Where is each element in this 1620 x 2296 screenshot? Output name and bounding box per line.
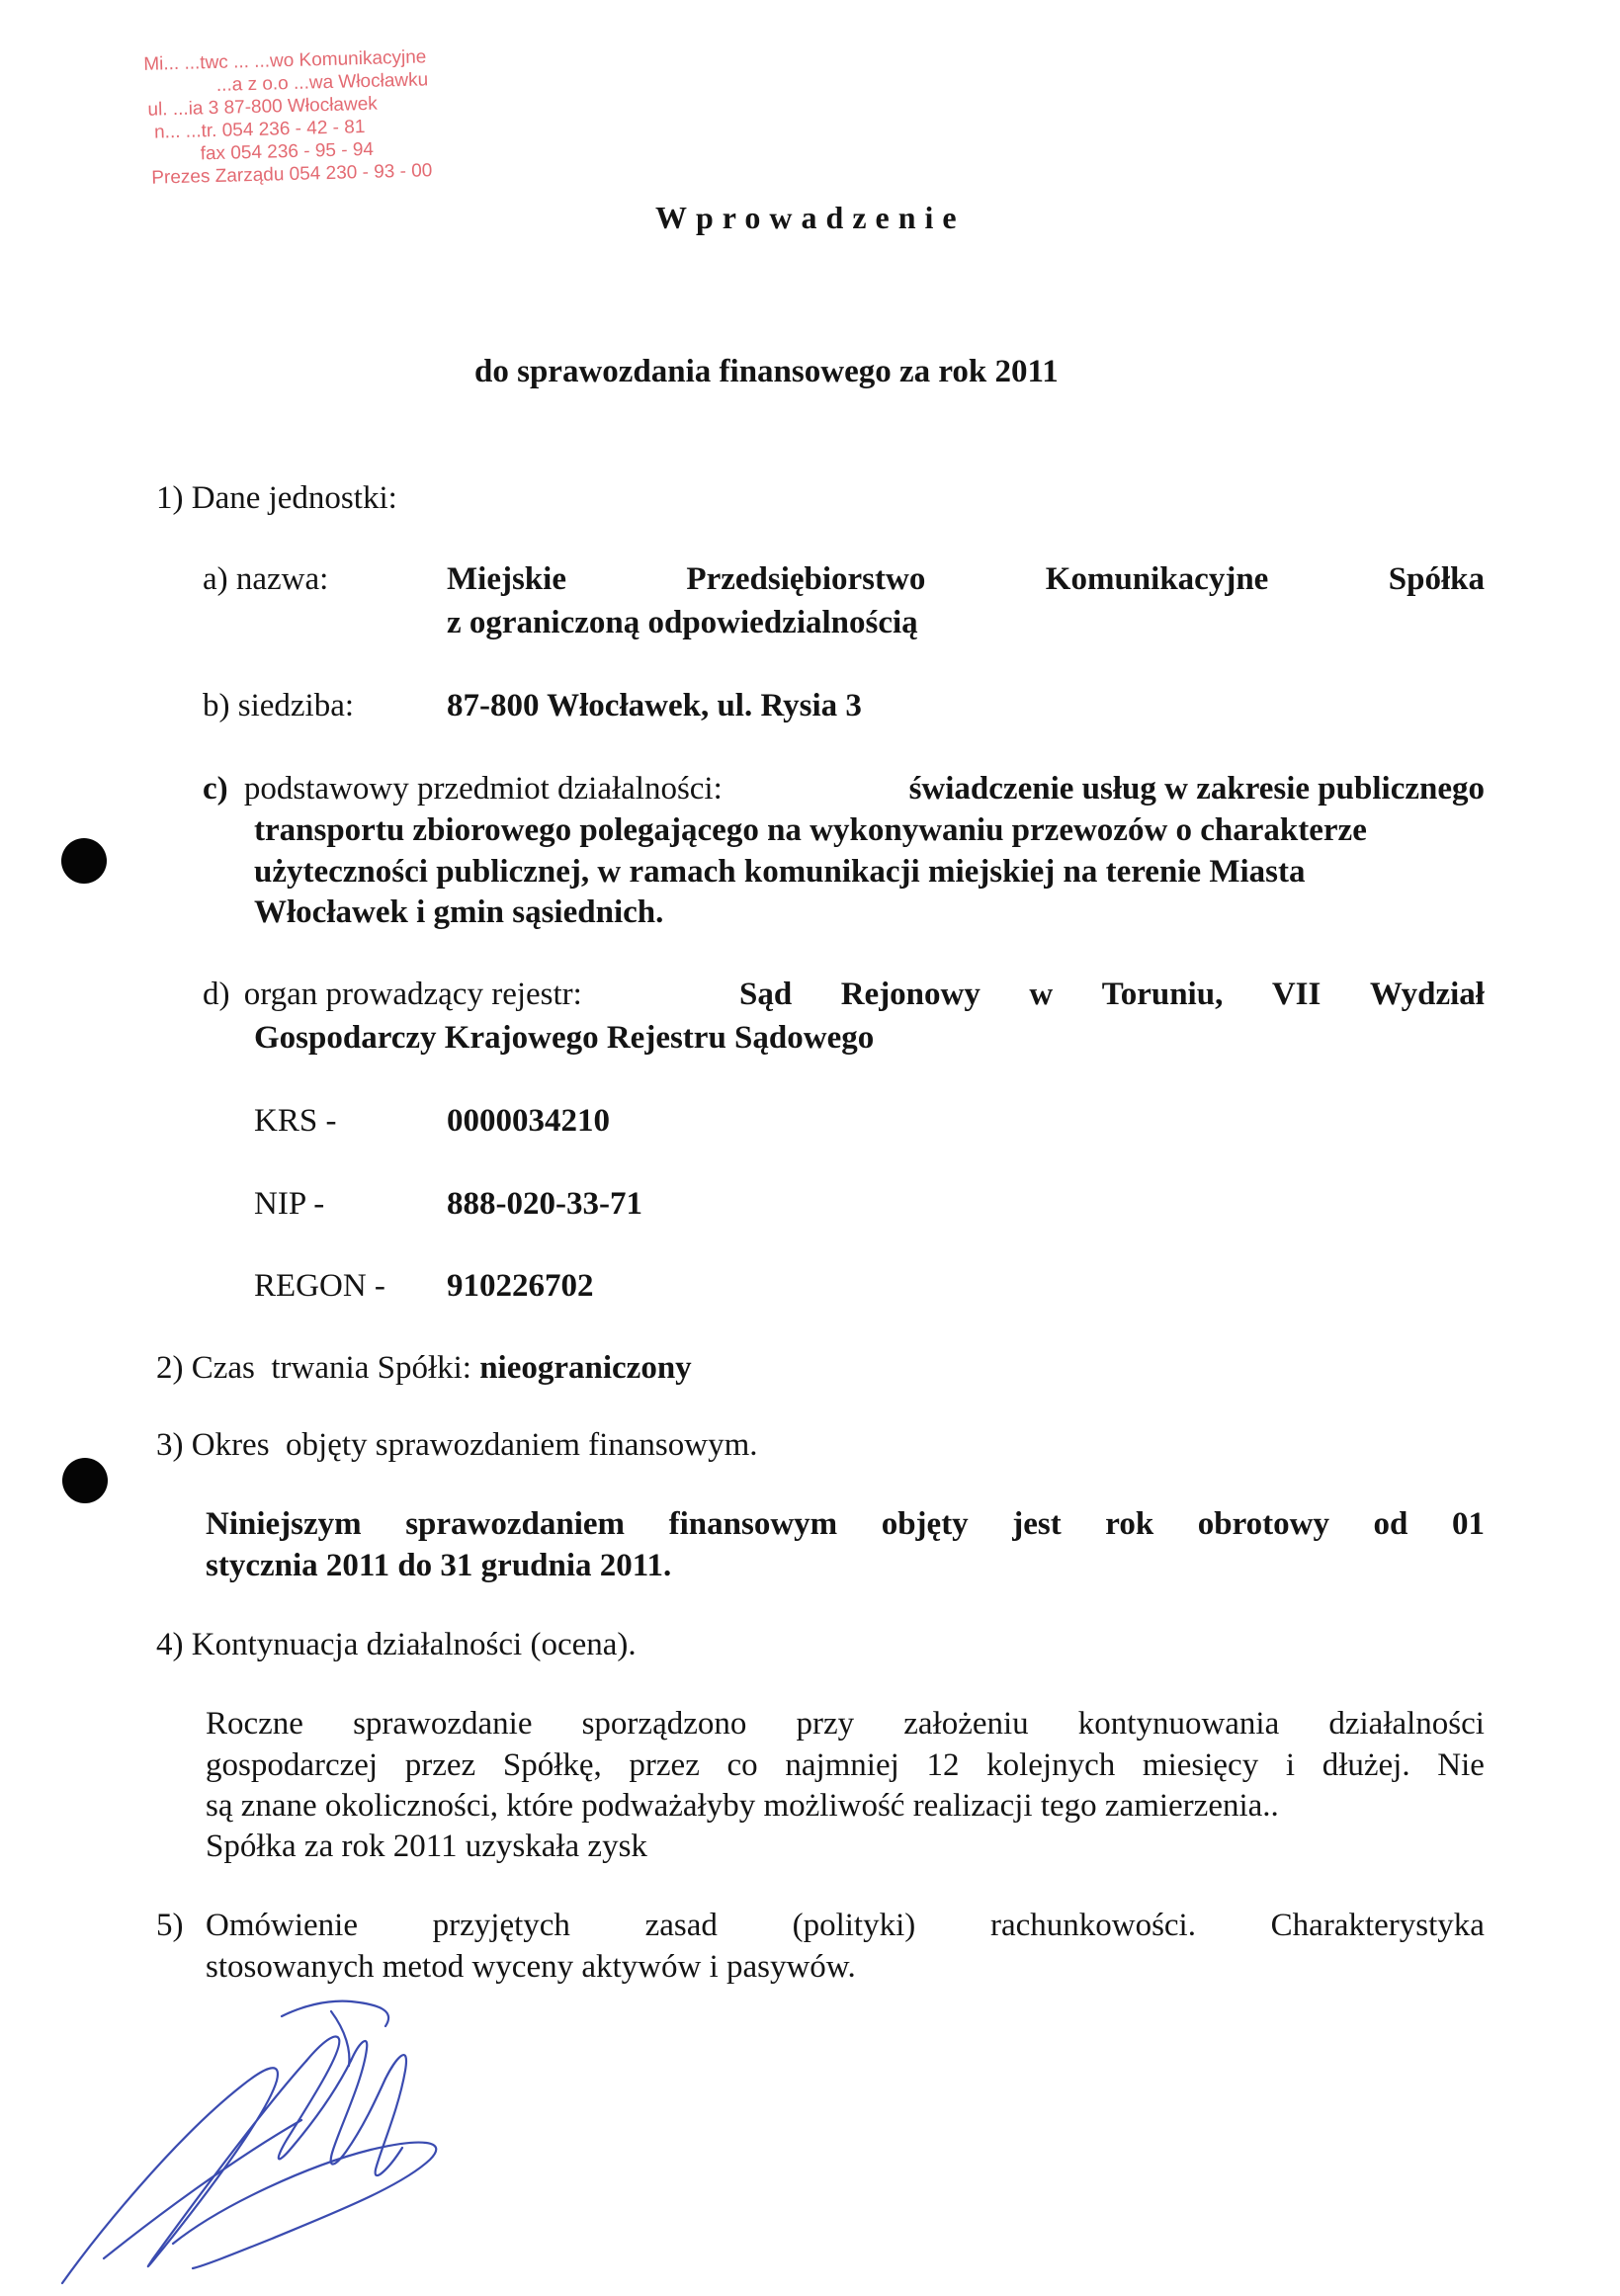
word: objęty: [881, 1506, 969, 1542]
item-c-text: Włocławek i gmin sąsiednich.: [254, 894, 664, 930]
stamp-line: n... ...tr. 054 236 - 42 - 81: [153, 117, 366, 143]
item-c-intro: podstawowy przedmiot działalności:: [243, 771, 723, 807]
word: rok: [1105, 1506, 1154, 1542]
word: najmniej: [785, 1747, 899, 1783]
item-d-label: [203, 977, 582, 1013]
item-c-text: świadczenie usług w zakresie publicznego: [908, 771, 1485, 807]
item-c-lead: [203, 769, 723, 810]
nip-value: 888-020-33-71: [447, 1186, 642, 1222]
stamp-line: Mi... ...twc ... ...wo Komunikacyjne: [143, 46, 427, 75]
item-d-letter: d): [203, 977, 230, 1012]
item-b-label: b) siedziba:: [203, 688, 355, 723]
section-3-line-2: stycznia 2011 do 31 grudnia 2011.: [206, 1548, 672, 1583]
word: Wydział: [1369, 977, 1485, 1012]
word: działalności: [1328, 1706, 1485, 1742]
item-d-line-2: Gospodarczy Krajowego Rejestru Sądowego: [254, 1020, 875, 1056]
word: 12: [926, 1747, 960, 1783]
word: sporządzono: [581, 1706, 747, 1742]
item-c-line-4: [254, 893, 1485, 934]
word: miesięcy: [1142, 1747, 1259, 1783]
word: zasad: [644, 1908, 718, 1943]
section-2-label: 2) Czas trwania Spółki:: [156, 1350, 471, 1386]
word: przez: [404, 1747, 476, 1783]
company-stamp: [138, 43, 527, 190]
item-c-text: użyteczności publicznej, w ramach komunikacji miejskiej na terenie Miasta: [254, 853, 1306, 890]
section-2-value: nieograniczony: [479, 1350, 692, 1386]
word: Spółkę,: [502, 1747, 602, 1783]
word: kolejnych: [986, 1747, 1116, 1783]
word: przyjętych: [432, 1908, 570, 1943]
item-c-label: c): [203, 771, 228, 807]
word: kontynuowania: [1077, 1706, 1280, 1742]
krs-label: KRS -: [254, 1103, 337, 1139]
word: w: [1029, 977, 1054, 1012]
stamp-line: ul. ...ia 3 87-800 Włocławek: [147, 93, 379, 121]
item-c: [203, 769, 1485, 810]
section-2: [156, 1350, 692, 1387]
word: od: [1373, 1506, 1408, 1542]
item-a-label: a) nazwa:: [203, 561, 329, 597]
item-d-line-1: [739, 977, 1485, 1013]
section-4-line-1: [206, 1706, 1485, 1743]
word: Komunikacyjne: [1045, 561, 1269, 597]
word: Niniejszym: [206, 1506, 362, 1542]
word: co: [726, 1747, 758, 1783]
word: przy: [796, 1706, 855, 1742]
item-c-line-2: [254, 810, 1485, 852]
word: 01: [1451, 1506, 1485, 1542]
document-title: Wprowadzenie: [655, 200, 966, 235]
item-c-text: transportu zbiorowego polegającego na wykonywaniu przewozów o charakterze: [254, 812, 1367, 848]
word: przez: [629, 1747, 700, 1783]
stamp-line: ...a z o.o ...wa Włocławku: [215, 69, 429, 96]
item-c-continuation: [254, 810, 1485, 934]
regon-value: 910226702: [447, 1268, 594, 1304]
word: Rejonowy: [840, 977, 981, 1012]
word: Toruniu,: [1101, 977, 1224, 1012]
word: Charakterystyka: [1270, 1908, 1485, 1943]
word: sprawozdaniem: [405, 1506, 626, 1542]
word: jest: [1012, 1506, 1062, 1542]
word: rachunkowości.: [989, 1908, 1196, 1943]
section-4-line-4: Spółka za rok 2011 uzyskała zysk: [206, 1828, 647, 1864]
word: i: [1285, 1747, 1296, 1783]
word: VII: [1271, 977, 1322, 1012]
stamp-line: fax 054 236 - 95 - 94: [200, 138, 375, 165]
word: dłużej.: [1322, 1747, 1410, 1783]
word: obrotowy: [1197, 1506, 1329, 1542]
word: finansowym: [668, 1506, 838, 1542]
handwritten-signature: [54, 1992, 499, 2288]
word: Roczne: [206, 1706, 303, 1742]
section-5-line-1: [206, 1908, 1485, 1944]
word: Omówienie: [206, 1908, 358, 1943]
word: Nie: [1437, 1747, 1485, 1783]
section-3-heading: 3) Okres objęty sprawozdaniem finansowym.: [156, 1427, 758, 1463]
word: sprawozdanie: [353, 1706, 533, 1742]
section-3-line-1: [206, 1506, 1485, 1543]
krs-value: 0000034210: [447, 1103, 610, 1139]
punch-hole-mark: [62, 1458, 108, 1503]
word: Spółka: [1388, 561, 1485, 597]
nip-label: NIP -: [254, 1186, 325, 1222]
item-d-intro: organ prowadzący rejestr:: [243, 977, 582, 1012]
item-b-value: 87-800 Włocławek, ul. Rysia 3: [447, 688, 862, 723]
section-5-number: 5): [156, 1908, 184, 1943]
section-1-heading: 1) Dane jednostki:: [156, 480, 397, 516]
item-a-value-line-2: z ograniczoną odpowiedzialnością: [447, 605, 918, 640]
section-4-heading: 4) Kontynuacja działalności (ocena).: [156, 1627, 637, 1662]
word: (polityki): [792, 1908, 916, 1943]
word: gospodarczej: [206, 1747, 379, 1783]
stamp-line: Prezes Zarządu 054 230 - 93 - 00: [151, 160, 433, 189]
section-5-line-2: stosowanych metod wyceny aktywów i pasywów.: [206, 1949, 856, 1985]
item-a-value-line-1: [447, 561, 1485, 598]
word: Sąd: [739, 977, 793, 1012]
section-4-line-2: [206, 1747, 1485, 1784]
regon-label: REGON -: [254, 1268, 385, 1304]
item-c-line-1: [203, 769, 1485, 810]
document-subtitle: do sprawozdania finansowego za rok 2011: [474, 354, 1059, 389]
word: Miejskie: [447, 561, 566, 597]
punch-hole-mark: [61, 838, 107, 884]
word: Przedsiębiorstwo: [686, 561, 926, 597]
item-c-line-3: [254, 852, 1485, 893]
word: założeniu: [903, 1706, 1029, 1742]
section-4-line-3: są znane okoliczności, które podważałyby możliwość realizacji tego zamierzenia..: [206, 1788, 1279, 1824]
